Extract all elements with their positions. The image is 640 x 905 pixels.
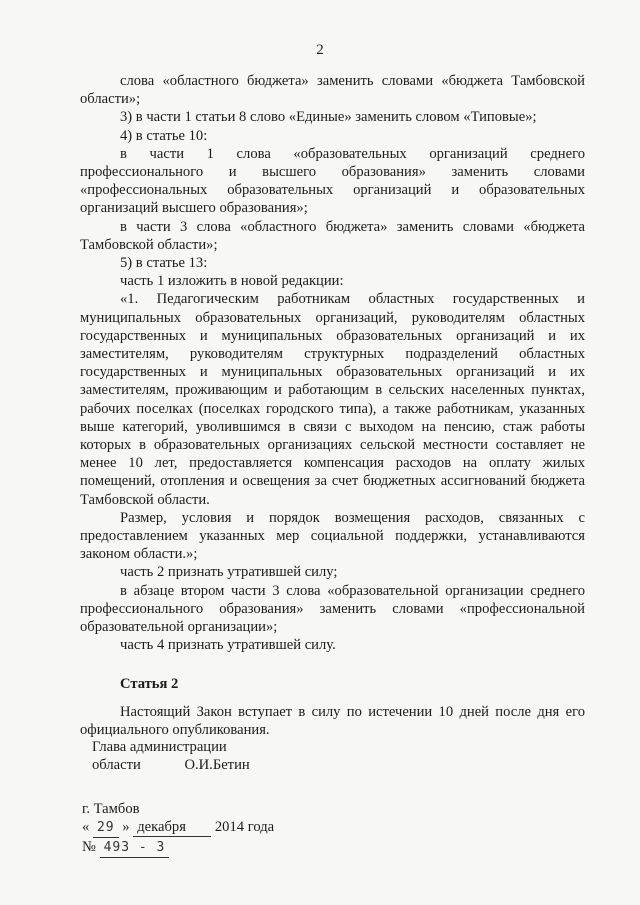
article-text: Настоящий Закон вступает в силу по истечении 10 дней после дня его официального опубликования. [80,703,585,738]
signatory-line [92,756,250,774]
footer-block [82,800,274,858]
close-quote: » [122,819,130,835]
document-body [80,72,585,739]
number-prefix: № [82,839,96,855]
date-month: декабря [133,818,211,837]
document-number: 493 - 3 [100,839,170,858]
page-number: 2 [316,42,324,58]
number-line [82,838,274,858]
city: г. Тамбов [82,801,140,817]
article-heading: Статья 2 [120,675,179,692]
signature-block [92,738,250,774]
paragraph: в части 3 слова «областного бюджета» заменить словами «бюджета Тамбовской области»; [80,218,585,253]
signatory-region: области [92,757,141,773]
paragraph: в части 1 слова «образовательных организаций среднего профессионального и высшего образования» заменить словами «профессиональных образовательных организаций и образовательных организаций высшего образования»; [80,145,585,217]
paragraph: в абзаце втором части 3 слова «образовательной организации среднего профессионального образования» заменить словами «профессиональной образовательной организации»; [80,582,585,636]
paragraph: часть 4 признать утратившей силу. [120,637,336,654]
paragraph: 5) в статье 13: [120,255,208,272]
date-year: 2014 года [214,819,275,835]
paragraph: «1. Педагогическим работникам областных государственных и муниципальных образовательных организаций, руководителям областных государственных и муниципальных образовательных организаций и их заместителям, руководителям структурных подразделений областных государственных и муниципальных образовательных организаций и их заместителям, проживающим и работающим в сельских населенных пунктах, рабочих поселках (поселках городского типа), а также работникам, указанных выше категорий, уволившимся в связи с выходом на пенсию, стаж работы которых в образовательных организациях сельской местности составляет не менее 10 лет, предоставляется компенсация расходов на оплату жилых помещений, отопления и освещения за счет бюджетных ассигнований бюджета Тамбовской области. [80,291,585,508]
paragraph: часть 2 признать утратившей силу; [120,564,338,581]
date-day: 29 [93,819,119,838]
open-quote: « [82,819,90,835]
signatory-title: Глава администрации [92,739,227,755]
paragraph: 3) в части 1 статьи 8 слово «Единые» заменить словом «Типовые»; [120,109,537,126]
paragraph: Размер, условия и порядок возмещения расходов, связанных с предоставлением указанных мер социальной поддержки, устанавливаются законом области.»; [80,509,585,563]
paragraph: 4) в статье 10: [120,127,208,144]
date-line [82,818,274,838]
signatory-name: О.И.Бетин [184,757,250,773]
paragraph: слова «областного бюджета» заменить словами «бюджета Тамбовской области»; [80,73,585,108]
paragraph: часть 1 изложить в новой редакции: [120,273,344,290]
